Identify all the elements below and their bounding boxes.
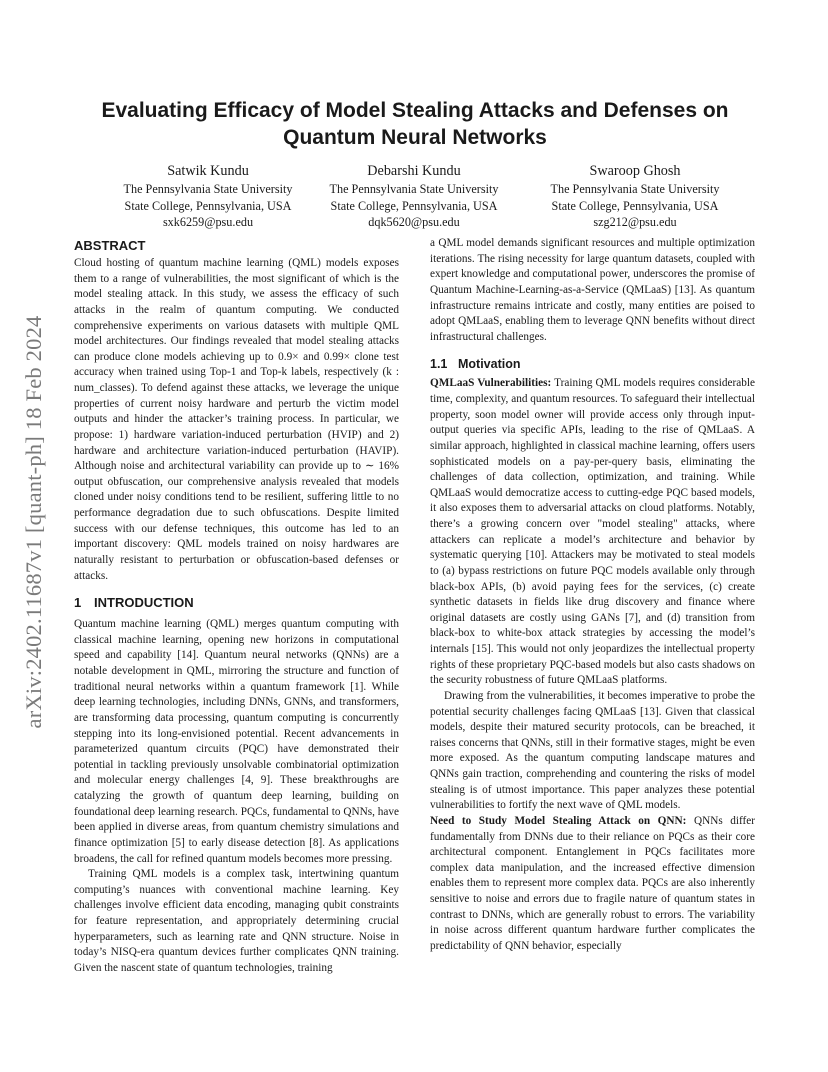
abstract-text: Cloud hosting of quantum machine learning (QML) models exposes them to a range of vulnerabilities, the most significant of which is the model stealing attack. In this study, we assess the efficacy of such attacks in the realm of quantum computing. We conducted comprehensive experiments on various datasets with multiple QML model architectures. Our findings revealed that model stealing attacks can produce clone models achieving up to 0.9× and 0.99× clone test accuracy when trained using Top-1 and Top-k labels, respectively (k : num_classes). To defend against these attacks, we leverage the unique properties of current noisy hardware and perturb the victim model outputs and hinder the attacker’s training process. In particular, we propose: 1) hardware variation-induced perturbation (HVIP) and 2) hardware and architecture variation-induced perturbation (HAVIP). Although noise and architectural variability can provide up to ∼ 16% output obfuscation, our comprehensive analysis revealed that models cloned under noisy conditions tend to be resilient, suffering little to no performance degradation due to such obfuscations. Despite limited success with our defense techniques, this outcome has led to an important discovery: QML models trained on noisy hardwares are naturally resistant to perturbation or obfuscation-based defenses or attacks.	[74, 257, 399, 582]
author-block	[294, 161, 534, 231]
author-affiliation: The Pennsylvania State University	[550, 182, 720, 196]
author-email: dqk5620@psu.edu	[368, 215, 460, 230]
runin-label: QMLaaS Vulnerabilities:	[430, 377, 552, 390]
author-location: State College, Pennsylvania, USA	[124, 198, 292, 213]
author-email: szg212@psu.edu	[593, 215, 677, 230]
section-number: 1	[74, 595, 82, 611]
intro-continuation: a QML model demands significant resources and multiple optimization iterations. The rising necessity for large quantum datasets, coupled with expert knowledge and computational power, underscores the promise of Quantum Machine-Learning-as-a-Service (QMLaaS) [13]. As quantum infrastructure remains intricate and costly, many entities are poised to adopt QMLaaS, enabling them to leverage QNN benefits without direct infrastructural challenges.	[430, 237, 755, 343]
left-column	[74, 236, 399, 977]
paper-title: Evaluating Efficacy of Model Stealing Attacks and Defenses on Quantum Neural Networks	[101, 99, 729, 149]
author-affiliation: The Pennsylvania State University	[329, 182, 499, 196]
intro-paragraph-2: Training QML models is a complex task, intertwining quantum computing’s nuances with conventional machine learning. Key challenges involve efficient data encoding, managing qubit constraints for feature representation, and appropriately determining crucial hyperparameters, such as learning rate and QNN structure. Noise in today’s NISQ-era quantum devices further complicates QNN training. Given the nascent state of quantum technologies, training	[74, 868, 399, 974]
abstract-heading: ABSTRACT	[74, 238, 146, 253]
author-block	[88, 161, 328, 231]
subsection-number: 1.1	[430, 357, 448, 372]
vulnerabilities-paragraph	[430, 376, 755, 689]
right-column	[430, 236, 755, 955]
author-block	[515, 161, 755, 231]
paragraph-body: Training QML models requires considerable time, complexity, and quantum resources. To safeguard their intellectual property, soon model owner will provide access only through input-output queries via specific APIs, leading to the rise of QMLaaS. A similar approach, highlighted in classical machine learning, offers users sophisticated models on a pay-per-query basis, eliminating the challenges of data collection, optimization, and training. While QMLaaS would democratize access to cutting-edge PQC based models, it also exposes them to adversarial attacks on cloud platforms. Notably, there’s a growing concern over "model stealing" attacks, where attackers can replicate a model’s architecture and behavior by systematic querying [10]. Attackers may be motivated to steal models to (a) bypass restrictions on future PQC models available only through black-box APIs, (b) avoid paying fees for the services, (c) create synthetic datasets in fields like drug discovery and finance where original datasets are costly using GANs [7], and (d) transition from black-box to white-box attack strategies by accessing the model’s internals [15]. This would not only jeopardizes the intellectual property rights of these proprietary PQC-based models but also casts shadows on the security robustness of future QMLaaS platforms.	[430, 377, 755, 687]
arxiv-identifier	[22, 272, 46, 772]
author-location: State College, Pennsylvania, USA	[330, 198, 498, 213]
author-name: Debarshi Kundu	[367, 163, 461, 179]
author-affiliation: The Pennsylvania State University	[123, 182, 293, 196]
author-email: sxk6259@psu.edu	[162, 215, 254, 230]
author-name: Satwik Kundu	[167, 163, 249, 179]
section-title: INTRODUCTION	[94, 595, 194, 611]
runin-label: Need to Study Model Stealing Attack on QNN:	[430, 814, 687, 827]
intro-paragraph-1: Quantum machine learning (QML) merges quantum computing with classical machine learning, opening new horizons in computational speed and capability [14]. Quantum neural networks (QNNs) are a notable development in QML, mirroring the structure and function of traditional neural networks within a quantum framework [1]. While deep learning technologies, including DNNs, GNNs, and transformers, are transforming data processing, quantum computing is concurrently stepping into its long-envisioned potential. Recent advancements in parameterized quantum circuits (PQC) have demonstrated their potential in tackling previously unsolvable combinatorial optimization and molecular energy challenges [4, 9]. These breakthroughs are catalyzing the growth of quantum deep learning, building on foundational deep learning research. PQCs, fundamental to QNNs, have been applied in diverse areas, from quantum chemistry simulations and finance optimization [5] to early disease detection [8]. As applications broadens, the call for refined quantum models becomes more pressing.	[74, 618, 399, 865]
drawing-paragraph: Drawing from the vulnerabilities, it becomes imperative to probe the potential security challenges facing QMLaaS [13]. Given that classical models, despite their matured security protocols, can be breached, it raises concerns that QNNs, still in their formative stages, might be even more exposed. As the quantum computing landscape matures and QNNs gain traction, comprehending and countering the risks of model stealing is of utmost importance. This paper analyzes these potential vulnerabilities to fortify the next wave of QML models.	[430, 689, 755, 812]
arxiv-identifier-text: arXiv:2402.11687v1 [quant-ph] 18 Feb 2024	[21, 315, 46, 729]
subsection-title: Motivation	[458, 357, 521, 372]
need-paragraph	[430, 814, 755, 955]
paragraph-body: QNNs differ fundamentally from DNNs due to their reliance on PQCs as their core architectural component. Entanglement in PQCs facilitates more complex data manipulation, and the increased effective dimension enables them to represent more complex data. PQCs are also inherently sensitive to noise and errors due to fragile nature of quantum states in contrast to DNNs, which are generally robust to errors. The variability in noise across different quantum hardware further complicates the predictability of QNN behavior, especially	[430, 814, 756, 952]
author-location: State College, Pennsylvania, USA	[551, 198, 719, 213]
introduction-heading	[74, 593, 399, 613]
motivation-heading	[430, 355, 755, 373]
author-name: Swaroop Ghosh	[589, 163, 681, 179]
